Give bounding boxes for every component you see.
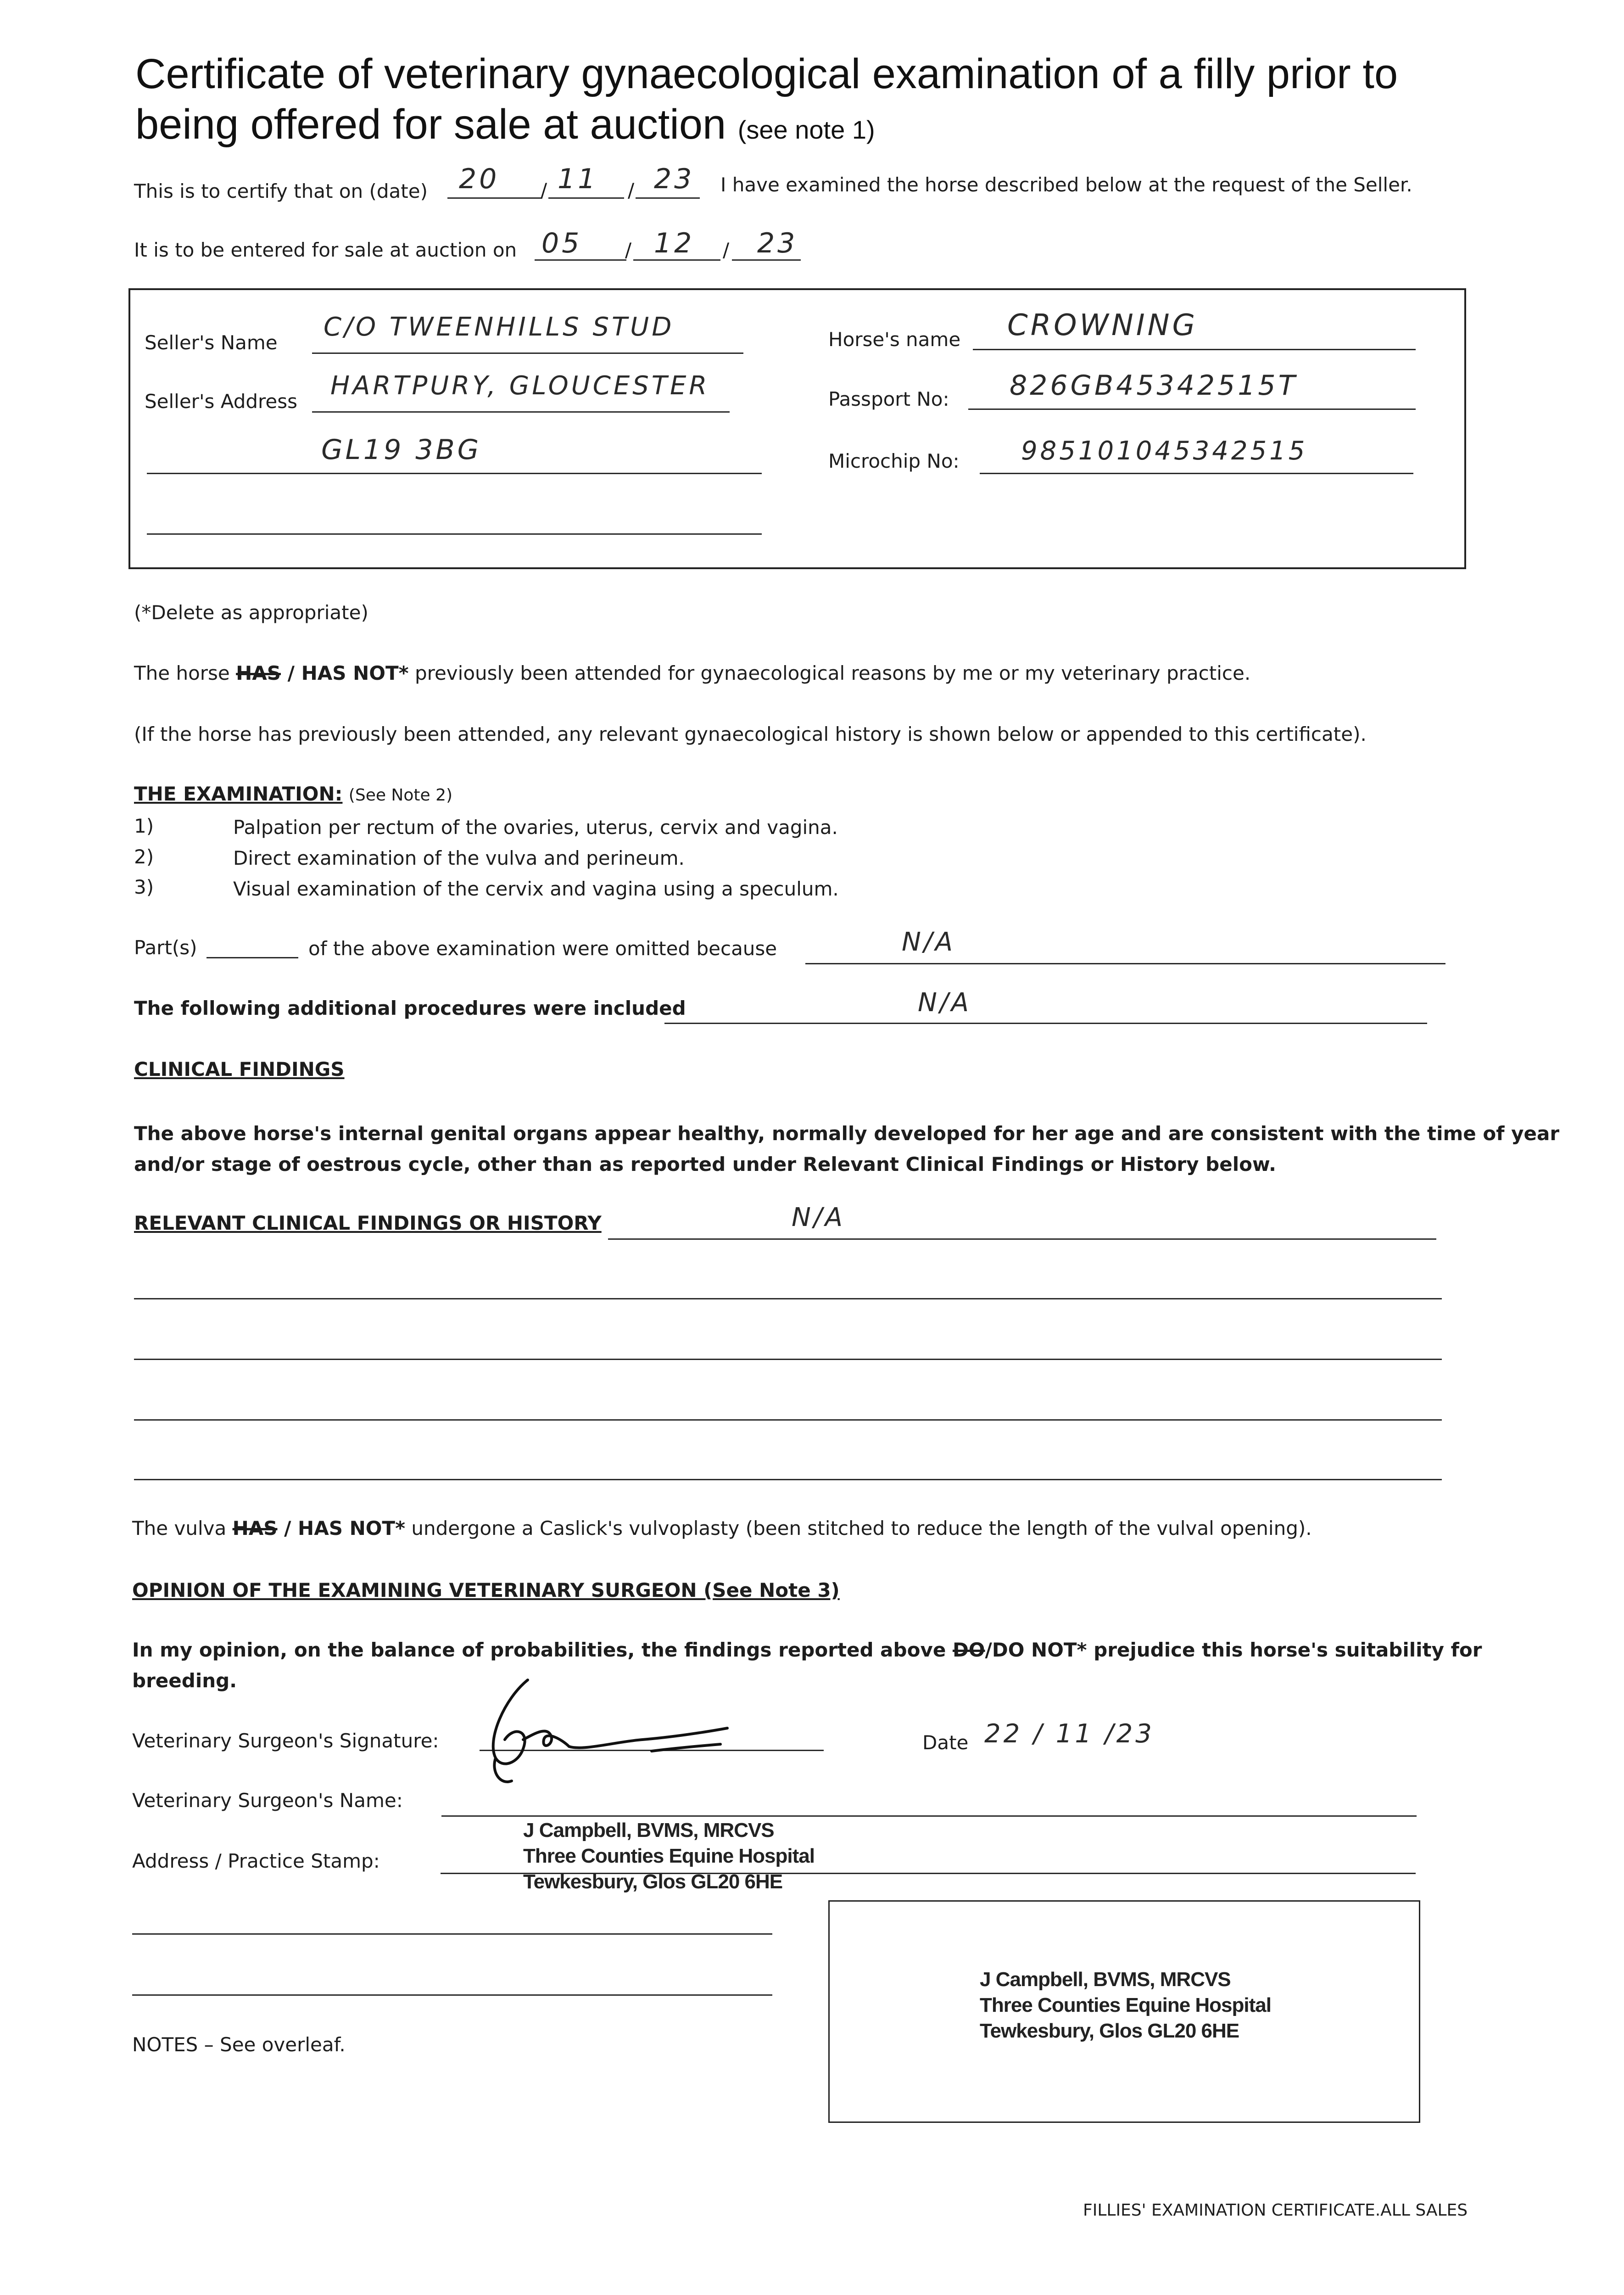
attended-choice: / HAS NOT* (281, 662, 409, 684)
relevant-findings-heading: RELEVANT CLINICAL FINDINGS OR HISTORY (134, 1212, 602, 1234)
sale-day-line (535, 259, 626, 261)
parts-middle: of the above examination were omitted because (308, 937, 777, 960)
opinion-line1-prefix: In my opinion, on the balance of probabilities, the findings reported above (132, 1639, 953, 1661)
examination-heading-row (134, 783, 452, 805)
seller-address-line3-rule (147, 533, 762, 535)
attended-statement (134, 662, 1250, 684)
seller-address-line1[interactable]: HARTPURY, GLOUCESTER (330, 371, 710, 401)
additional-value[interactable]: N/A (918, 988, 972, 1018)
exam-item-2-text: Direct examination of the vulva and perineum. (233, 847, 685, 869)
address-stamp-label: Address / Practice Stamp: (132, 1850, 380, 1872)
examination-heading: THE EXAMINATION: (134, 783, 343, 805)
omitted-reason-line (805, 963, 1445, 964)
sale-day-value[interactable]: 05 (541, 227, 582, 259)
stamp-inline-hospital: Three Counties Equine Hospital (523, 1845, 815, 1867)
passport-label: Passport No: (828, 388, 949, 410)
exam-item-1-num: 1) (134, 815, 154, 837)
seller-address-line2[interactable]: GL19 3BG (321, 434, 482, 466)
vulva-statement (132, 1517, 1312, 1539)
surgeon-name-label: Veterinary Surgeon's Name: (132, 1789, 403, 1812)
vulva-prefix: The vulva (132, 1517, 233, 1539)
exam-day-value[interactable]: 20 (459, 163, 500, 195)
exam-item-3-text: Visual examination of the cervix and vagina using a speculum. (233, 878, 839, 900)
clinical-findings-heading: CLINICAL FINDINGS (134, 1058, 345, 1080)
sale-month-value[interactable]: 12 (654, 227, 695, 259)
relevant-findings-line5 (134, 1479, 1442, 1480)
examination-heading-note: (See Note 2) (348, 786, 453, 805)
document-title-line2 (135, 99, 875, 156)
parts-label: Part(s) (134, 936, 197, 959)
sale-year-line (732, 259, 801, 261)
vulva-suffix: undergone a Caslick's vulvoplasty (been stitched to reduce the length of the vulval opening). (405, 1517, 1312, 1539)
horse-name-label: Horse's name (828, 328, 961, 351)
relevant-findings-line3 (134, 1359, 1442, 1360)
sale-year-value[interactable]: 23 (757, 227, 798, 259)
practice-stamp-inline (523, 1818, 815, 1895)
notes-reference: NOTES – See overleaf. (132, 2033, 346, 2056)
opinion-heading: OPINION OF THE EXAMINING VETERINARY SURGEON (See Note 3) (132, 1579, 840, 1601)
seller-name-line (312, 353, 743, 354)
additional-label: The following additional procedures were included (134, 997, 686, 1019)
exam-day-line (447, 197, 541, 199)
opinion-line2: breeding. (132, 1669, 237, 1692)
opinion-line1-suffix: /DO NOT* prejudice this horse's suitability for (985, 1639, 1482, 1661)
exam-month-line (548, 197, 624, 199)
exam-item-1-text: Palpation per rectum of the ovaries, uterus, cervix and vagina. (233, 816, 838, 839)
certify-prefix: This is to certify that on (date) (134, 180, 428, 202)
date-separator: / (723, 239, 730, 261)
clinical-statement-line2: and/or stage of oestrous cycle, other than as reported under Relevant Clinical Findings or History below. (134, 1153, 1277, 1175)
surgeon-name-line (441, 1815, 1417, 1817)
date-separator: / (628, 179, 635, 202)
practice-stamp-boxed (980, 1967, 1271, 2044)
title-note: (see note 1) (737, 115, 875, 144)
exam-item-3-num: 3) (134, 876, 154, 898)
omitted-reason-value[interactable]: N/A (902, 927, 956, 957)
address-line3 (132, 1994, 772, 1996)
stamp-inline-name: J Campbell, BVMS, MRCVS (523, 1819, 774, 1842)
sale-prefix: It is to be entered for sale at auction on (134, 239, 517, 261)
signature-label: Veterinary Surgeon's Signature: (132, 1730, 439, 1752)
date-label: Date (922, 1731, 969, 1754)
relevant-findings-line4 (134, 1419, 1442, 1421)
address-line2 (132, 1933, 772, 1935)
horse-name-value[interactable]: CROWNING (1007, 308, 1198, 342)
clinical-statement-line1: The above horse's internal genital organs appear healthy, normally developed for her age and are consistent with the time of year (134, 1122, 1560, 1145)
date-separator: / (625, 239, 632, 261)
stamp-boxed-name: J Campbell, BVMS, MRCVS (980, 1968, 1231, 1991)
document-title-line1: Certificate of veterinary gynaecological examination of a filly prior to (135, 50, 1398, 97)
seller-address-label: Seller's Address (145, 390, 297, 413)
footer-form-id: FILLIES' EXAMINATION CERTIFICATE.ALL SALES (1083, 2201, 1468, 2220)
parts-line (206, 957, 298, 958)
additional-line (664, 1023, 1427, 1024)
opinion-do-struck: DO (952, 1639, 985, 1661)
date-separator: / (541, 179, 547, 202)
certify-suffix: I have examined the horse described below at the request of the Seller. (720, 174, 1412, 196)
title-line2-text: being offered for sale at auction (135, 101, 726, 148)
stamp-boxed-address: Tewkesbury, Glos GL20 6HE (980, 2020, 1239, 2042)
attended-has-struck: HAS (236, 662, 281, 684)
sale-month-line (633, 259, 720, 261)
passport-line (968, 409, 1416, 410)
seller-address-line1-rule (312, 411, 730, 413)
seller-name-label: Seller's Name (145, 331, 278, 354)
stamp-boxed-hospital: Three Counties Equine Hospital (980, 1994, 1271, 2016)
vulva-has-struck: HAS (232, 1517, 278, 1539)
signature-scribble[interactable] (477, 1671, 734, 1790)
exam-year-line (636, 197, 700, 199)
seller-name-value[interactable]: C/O TWEENHILLS STUD (324, 312, 675, 342)
stamp-inline-address: Tewkesbury, Glos GL20 6HE (523, 1870, 783, 1893)
attended-suffix: previously been attended for gynaecological reasons by me or my veterinary practice. (408, 662, 1251, 684)
microchip-line (980, 473, 1413, 474)
microchip-label: Microchip No: (828, 450, 960, 472)
delete-note: (*Delete as appropriate) (134, 601, 368, 624)
relevant-findings-line1 (608, 1238, 1436, 1240)
vulva-choice: / HAS NOT* (277, 1517, 406, 1539)
relevant-findings-value[interactable]: N/A (792, 1203, 846, 1232)
relevant-findings-line2 (134, 1298, 1442, 1299)
opinion-line1 (132, 1639, 1482, 1661)
exam-item-2-num: 2) (134, 845, 154, 868)
attended-prefix: The horse (134, 662, 236, 684)
microchip-value[interactable]: 985101045342515 (1021, 436, 1308, 466)
history-note: (If the horse has previously been attended, any relevant gynaecological history is shown below or appended to this certificate). (134, 723, 1367, 745)
exam-month-value[interactable]: 11 (558, 163, 598, 195)
seller-address-line2-rule (147, 473, 762, 474)
exam-year-value[interactable]: 23 (654, 163, 695, 195)
signature-date-value[interactable]: 22 / 11 /23 (984, 1719, 1155, 1749)
horse-name-line (973, 349, 1416, 350)
passport-value[interactable]: 826GB45342515T (1010, 369, 1298, 402)
